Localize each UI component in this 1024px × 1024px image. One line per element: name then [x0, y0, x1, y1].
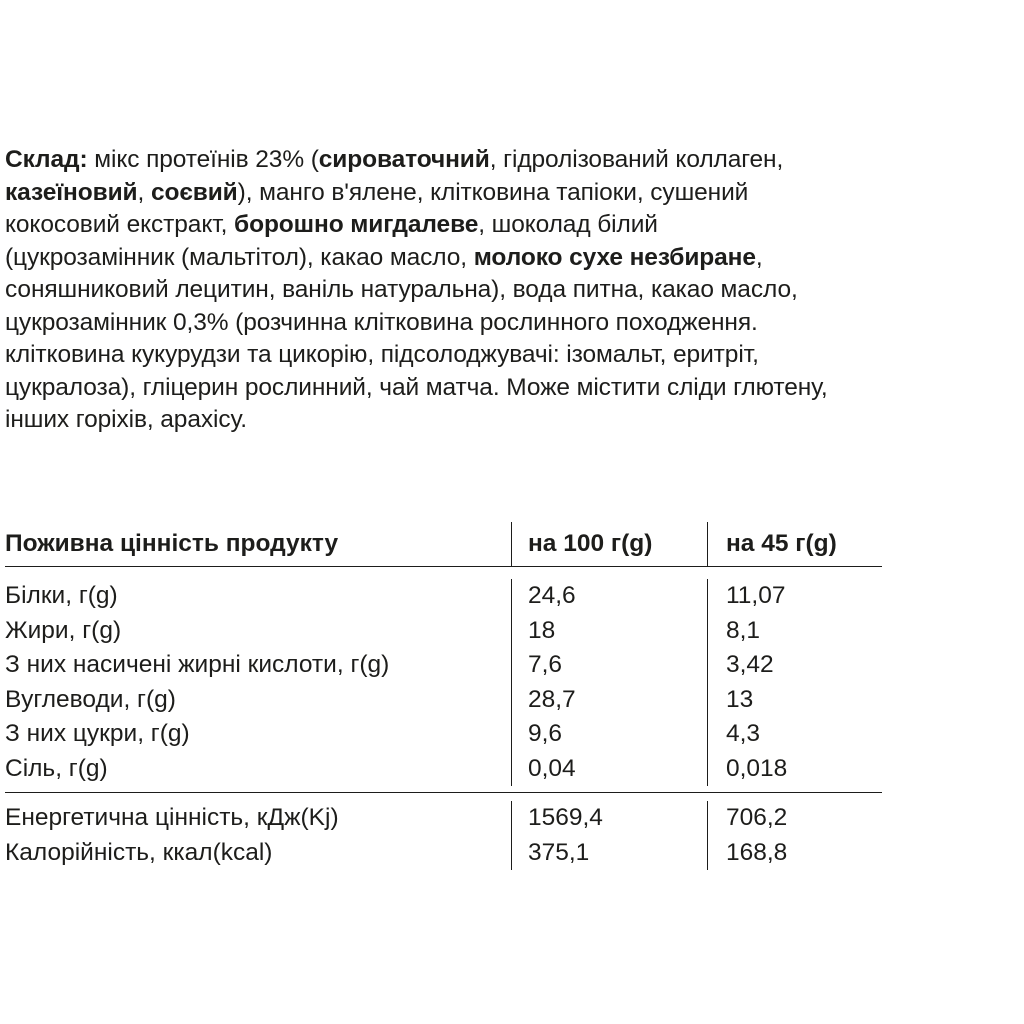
composition-segment: інших горіхів, арахісу. — [5, 406, 247, 433]
composition-text — [5, 144, 1024, 437]
nutrient-name: Сіль, г(g) — [5, 754, 108, 782]
nutrient-name: Калорійність, ккал(kcal) — [5, 838, 273, 866]
composition-segment: , шоколад білий — [478, 211, 658, 238]
value-per-100g: 375,1 — [511, 836, 707, 871]
value-per-100g: 9,6 — [511, 717, 707, 752]
composition-segment: ), манго в'ялене, клітковина тапіоки, сушений — [237, 178, 749, 206]
nutrition-table-header — [5, 522, 882, 567]
composition-bold-segment: сироваточний — [318, 146, 490, 173]
nutrient-name: Жири, г(g) — [5, 616, 122, 644]
nutrients-group — [5, 567, 882, 792]
table-row — [5, 579, 882, 614]
composition-line — [5, 209, 1024, 242]
value-per-100g: 7,6 — [511, 648, 707, 683]
value-per-100g: 24,6 — [511, 579, 707, 614]
composition-segment: кокосовий екстракт, — [5, 211, 235, 238]
table-row — [5, 752, 882, 787]
composition-line — [5, 242, 1024, 275]
value-per-45g: 11,07 — [707, 579, 882, 614]
composition-line — [5, 404, 1024, 437]
nutrient-name: З них цукри, г(g) — [5, 720, 190, 748]
value-per-45g: 706,2 — [707, 801, 882, 836]
nutrient-name: Енергетична цінність, кДж(Kj) — [5, 804, 339, 832]
composition-bold-segment: молоко сухе незбиране — [473, 243, 756, 271]
value-per-100g: 18 — [511, 614, 707, 649]
value-per-45g: 0,018 — [707, 752, 882, 787]
composition-line — [5, 307, 1024, 340]
header-per-100g: на 100 г(g) — [511, 522, 707, 566]
composition-line — [5, 372, 1024, 405]
table-row — [5, 648, 882, 683]
table-row — [5, 683, 882, 718]
header-per-45g: на 45 г(g) — [707, 522, 882, 566]
composition-bold-segment: Склад: — [5, 146, 88, 173]
value-per-100g: 28,7 — [511, 683, 707, 718]
composition-segment: клітковина кукурудзи та цикорію, підсолоджувачі: ізомальт, еритріт, — [5, 341, 759, 368]
table-row — [5, 836, 882, 871]
value-per-100g: 0,04 — [511, 752, 707, 787]
composition-line — [5, 339, 1024, 372]
composition-line — [5, 144, 1024, 177]
value-per-100g: 1569,4 — [511, 801, 707, 836]
value-per-45g: 8,1 — [707, 614, 882, 649]
composition-segment: соняшниковий лецитин, ваніль натуральна), вода питна, какао масло, — [5, 276, 798, 303]
nutrient-name: Білки, г(g) — [5, 582, 118, 610]
table-row — [5, 717, 882, 752]
nutrient-name: З них насичені жирні кислоти, г(g) — [5, 651, 390, 679]
value-per-45g: 3,42 — [707, 648, 882, 683]
table-row — [5, 801, 882, 836]
table-row — [5, 614, 882, 649]
value-per-45g: 4,3 — [707, 717, 882, 752]
header-product: Поживна цінність продукту — [5, 530, 339, 557]
composition-segment: мікс протеїнів 23% ( — [87, 146, 319, 173]
composition-bold-segment: борошно мигдалеве — [234, 211, 479, 238]
composition-line — [5, 274, 1024, 307]
composition-segment: , гідролізований коллаген, — [489, 146, 784, 173]
composition-bold-segment: казеїновий — [5, 178, 138, 206]
energy-group — [5, 792, 882, 876]
value-per-45g: 168,8 — [707, 836, 882, 871]
composition-segment: , — [755, 243, 763, 271]
composition-line — [5, 177, 1024, 210]
value-per-45g: 13 — [707, 683, 882, 718]
composition-bold-segment: соєвий — [150, 178, 238, 206]
composition-segment: цукрозамінник 0,3% (розчинна клітковина рослинного походження. — [5, 308, 758, 336]
composition-segment: (цукрозамінник (мальтітол), какао масло, — [5, 243, 474, 271]
composition-segment: цукралоза), гліцерин рослинний, чай матча. Може містити сліди глютену, — [5, 373, 828, 401]
nutrition-table — [5, 522, 882, 876]
nutrient-name: Вуглеводи, г(g) — [5, 685, 176, 713]
composition-segment: , — [137, 178, 151, 206]
